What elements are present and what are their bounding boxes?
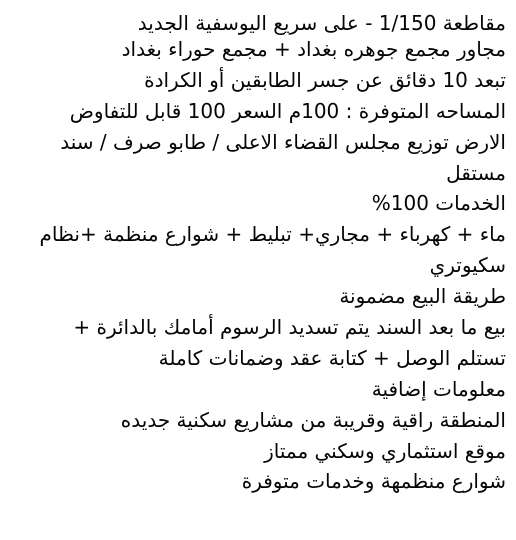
text-line-distance: تبعد 10 دقائق عن جسر الطابقين أو الكرادة bbox=[144, 67, 506, 92]
text-line-area-description: المنطقة راقية وقريبة من مشاريع سكنية جديده bbox=[120, 407, 506, 432]
text-line-independent: مستقل bbox=[446, 160, 506, 185]
text-line-services-heading: الخدمات 100% bbox=[371, 191, 506, 216]
text-line-land-distribution: الارض توزيع مجلس القضاء الاعلى / طابو صرف / سند bbox=[60, 129, 506, 154]
text-line-sale-method-heading: طريقة البيع مضمونة bbox=[339, 284, 506, 309]
text-line-services-list: ماء + كهرباء + مجاري+ تبليط + شوارع منظمة +نظام bbox=[39, 222, 506, 247]
text-line-receipt-contract: تستلم الوصل + كتابة عقد وضمانات كاملة bbox=[158, 345, 506, 370]
text-line-security-system: سكيوتري bbox=[429, 253, 506, 278]
text-line-neighbors: مجاور مجمع جوهره بغداد + مجمع حوراء بغداد bbox=[121, 37, 506, 61]
text-line-plot-location: مقاطعة 1/150 - على سريع اليوسفية الجديد bbox=[137, 11, 506, 35]
text-line-area-price: المساحه المتوفرة : 100م السعر 100 قابل للتفاوض bbox=[69, 98, 506, 123]
text-line-streets-services: شوارع منظمهة وخدمات متوفرة bbox=[241, 469, 506, 494]
text-line-investment-site: موقع استثماري وسكني ممتاز bbox=[264, 438, 506, 463]
text-line-sale-terms: بيع ما بعد السند يتم تسديد الرسوم أمامك بالدائرة + bbox=[73, 315, 506, 340]
text-line-extra-info-heading: معلومات إضافية bbox=[371, 376, 506, 401]
